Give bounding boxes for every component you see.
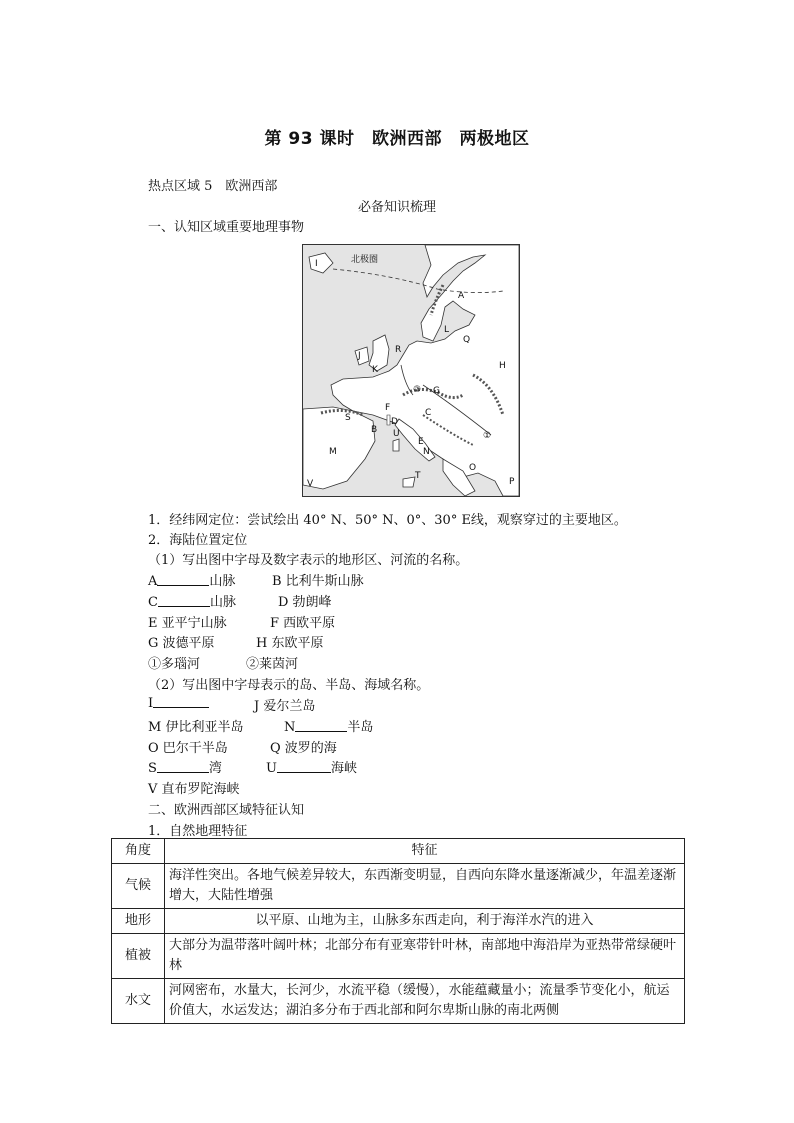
map-label-G: G — [433, 386, 440, 396]
map-label-Q: Q — [463, 335, 471, 345]
subtitle: 必备知识梳理 — [357, 200, 436, 215]
table-row — [112, 909, 685, 934]
map-label-V: V — [307, 479, 314, 489]
sub-heading-1: 1．自然地理特征 — [148, 824, 248, 839]
header-feature: 特征 — [165, 839, 685, 864]
answer-row-A: A 山脉 — [148, 574, 236, 589]
blank-U[interactable] — [277, 760, 331, 773]
question-1: 1．经纬网定位：尝试绘出 40° N、50° N、0°、30° E线，观察穿过的主要地区。 — [148, 513, 627, 528]
blank-N[interactable] — [295, 719, 347, 732]
map-label-I: I — [315, 259, 318, 269]
section-2-heading: 二、欧洲西部区域特征认知 — [148, 803, 305, 818]
map-label-1: ① — [483, 431, 492, 441]
row-value: 大部分为温带落叶阔叶林；北部分布有亚寒带针叶林，南部地中海沿岸为亚热带常绿硬叶林 — [165, 934, 685, 979]
answer-river-2: ②莱茵河 — [246, 657, 299, 672]
map-label-L: L — [444, 325, 450, 335]
map-label-T: T — [415, 471, 421, 481]
header-aspect: 角度 — [112, 839, 165, 864]
map-label-U: U — [393, 429, 400, 439]
map-label-D: D — [391, 417, 398, 427]
row-label: 植被 — [112, 934, 165, 979]
answer-row-I: I — [148, 695, 209, 711]
answer-row-C: C 山脉 — [148, 595, 236, 610]
blank-S[interactable] — [157, 760, 209, 773]
blank-A[interactable] — [157, 573, 209, 586]
row-value: 河网密布，水量大，长河少，水流平稳（缓慢），水能蕴藏量小；流量季节变化小，航运价值大，水运发达；湖泊多分布于西北部和阿尔卑斯山脉的南北两侧 — [165, 979, 685, 1024]
answer-B: B 比利牛斯山脉 — [272, 574, 364, 589]
row-value: 以平原、山地为主，山脉多东西走向，利于海洋水汽的进入 — [165, 909, 685, 934]
answer-M: M 伊比利亚半岛 — [148, 720, 244, 735]
answer-J: J 爱尔兰岛 — [254, 699, 316, 714]
answer-D: D 勃朗峰 — [278, 595, 332, 610]
row-label: 气候 — [112, 864, 165, 909]
map-label-A: A — [458, 291, 465, 301]
answer-G: G 波德平原 — [148, 636, 215, 651]
map-label-M: M — [329, 447, 337, 457]
answer-river-1: ①多瑙河 — [148, 657, 201, 672]
page-title: 第 93 课时 欧洲西部 两极地区 — [264, 129, 530, 149]
map-label-C: C — [425, 408, 432, 418]
row-value: 海洋性突出。各地气候差异较大，东西渐变明显，自西向东降水量逐渐减少，年温差逐渐增大，大陆性增强 — [165, 864, 685, 909]
table-row — [112, 979, 685, 1024]
map-label-P: P — [509, 477, 515, 487]
blank-C[interactable] — [158, 594, 210, 607]
answer-Q: Q 波罗的海 — [270, 741, 337, 756]
map-label-B: B — [371, 425, 378, 435]
map-label-N: N — [423, 447, 430, 457]
map-label-K: K — [372, 365, 378, 375]
answer-H: H 东欧平原 — [256, 636, 324, 651]
arctic-circle-label: 北极圈 — [351, 255, 379, 265]
answer-F: F 西欧平原 — [270, 616, 336, 631]
question-2-2: （2）写出图中字母表示的岛、半岛、海域名称。 — [148, 678, 430, 693]
row-label: 水文 — [112, 979, 165, 1024]
hotspot-heading: 热点区域 5 欧洲西部 — [148, 179, 278, 194]
answer-row-S: S 湾 — [148, 761, 222, 776]
answer-row-N: N 半岛 — [284, 720, 374, 735]
answer-O: O 巴尔干半岛 — [148, 741, 228, 756]
europe-map — [302, 244, 520, 497]
section-1-heading: 一、认知区域重要地理事物 — [148, 220, 305, 235]
answer-row-U: U 海峡 — [266, 761, 357, 776]
answer-V: V 直布罗陀海峡 — [148, 782, 240, 797]
map-label-2: ② — [413, 385, 422, 395]
map-label-E: E — [418, 437, 424, 447]
map-label-R: R — [395, 345, 402, 355]
table-row — [112, 864, 685, 909]
features-table — [111, 838, 685, 1024]
map-label-S: S — [345, 413, 351, 423]
map-label-H: H — [499, 361, 506, 371]
map-label-F: F — [385, 403, 391, 413]
question-2-1: （1）写出图中字母及数字表示的地形区、河流的名称。 — [148, 553, 469, 568]
map-label-O: O — [469, 463, 477, 473]
table-row — [112, 934, 685, 979]
table-header-row — [112, 839, 685, 864]
question-2: 2．海陆位置定位 — [148, 533, 248, 548]
answer-E: E 亚平宁山脉 — [148, 616, 227, 631]
blank-I[interactable] — [153, 695, 209, 708]
map-label-J: J — [358, 351, 361, 361]
row-label: 地形 — [112, 909, 165, 934]
